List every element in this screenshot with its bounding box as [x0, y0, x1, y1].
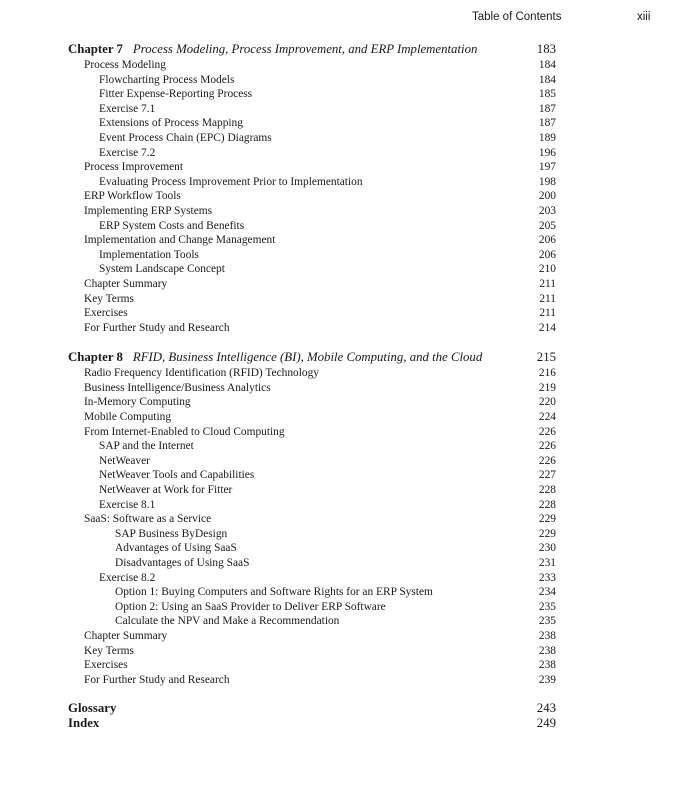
toc-entry-page: 211 [539, 277, 556, 290]
toc-entry-page: 238 [538, 659, 556, 672]
toc-entry-title: Exercise 8.2 [99, 571, 156, 584]
toc-entry-page: 197 [538, 161, 556, 174]
toc-entry-page: 184 [538, 59, 556, 71]
toc-entry-title: NetWeaver Tools and Capabilities [99, 469, 255, 482]
toc-entry-page: 235 [538, 615, 556, 628]
toc-entry-title: NetWeaver [99, 454, 150, 467]
toc-entry-page: 200 [538, 190, 556, 203]
toc-entry-page: 226 [538, 440, 556, 453]
toc-entry-title: Event Process Chain (EPC) Diagrams [99, 131, 272, 144]
toc-entry[interactable] [68, 160, 556, 175]
toc-entry[interactable] [68, 644, 556, 659]
toc-entry-page: 211 [539, 307, 556, 320]
toc-entry[interactable] [68, 673, 556, 688]
toc-entry-page: 203 [538, 204, 556, 217]
toc-entry-page: 211 [539, 292, 556, 305]
back-matter-title: Glossary [68, 701, 117, 716]
toc-entry-page: 185 [538, 88, 556, 101]
toc-entry-title: SAP Business ByDesign [115, 527, 228, 540]
toc-entry[interactable] [68, 425, 556, 440]
toc-entry-page: 219 [538, 381, 556, 394]
running-head-page-number: xiii [637, 11, 651, 23]
back-matter-entry[interactable] [68, 716, 556, 731]
toc-entry[interactable] [68, 292, 556, 307]
toc-entry-page: 228 [538, 484, 556, 497]
toc-entry[interactable] [68, 541, 556, 556]
toc-entry[interactable] [68, 585, 556, 600]
toc-entry-page: 234 [538, 586, 556, 599]
toc-entry-title: In-Memory Computing [84, 396, 191, 409]
toc-entry-page: 214 [538, 321, 556, 334]
toc-entry[interactable] [68, 556, 556, 571]
toc-entry-title: Option 1: Buying Computers and Software Rights for an ERP System [115, 586, 433, 599]
toc-entry[interactable] [68, 468, 556, 483]
toc-entry-page: 230 [538, 542, 556, 555]
toc-entry-title: Chapter Summary [84, 629, 168, 642]
toc-entry-title: Exercise 8.1 [99, 498, 156, 511]
toc-entry[interactable] [68, 658, 556, 673]
toc-entry-title: Key Terms [84, 644, 134, 657]
toc-entry[interactable] [68, 233, 556, 248]
toc-entry-title: Calculate the NPV and Make a Recommendation [115, 615, 340, 628]
toc-entry-title: Extensions of Process Mapping [99, 117, 243, 130]
chapter-title: RFID, Business Intelligence (BI), Mobile Computing, and the Cloud [132, 350, 483, 365]
toc-entry-title: System Landscape Concept [99, 263, 225, 276]
toc-entry-title: Implementation Tools [99, 248, 199, 261]
chapter-title: Process Modeling, Process Improvement, and ERP Implementation [132, 42, 478, 56]
toc-entry-page: 235 [538, 600, 556, 613]
toc-entry[interactable] [68, 306, 556, 321]
toc-entry[interactable] [68, 116, 556, 131]
toc-entry[interactable] [68, 73, 556, 88]
toc-entry[interactable] [68, 381, 556, 396]
toc-entry-page: 196 [538, 146, 556, 159]
toc-entry[interactable] [68, 454, 556, 469]
toc-entry[interactable] [68, 87, 556, 102]
back-matter-entry[interactable] [68, 701, 556, 716]
toc-entry-page: 224 [538, 411, 556, 424]
toc-entry-title: Implementation and Change Management [84, 234, 276, 247]
toc-entry[interactable] [68, 146, 556, 161]
toc-entry[interactable] [68, 58, 556, 73]
toc-entry-page: 233 [538, 571, 556, 584]
toc-entry[interactable] [68, 175, 556, 190]
toc-entry-page: 189 [538, 131, 556, 144]
toc-entry-title: For Further Study and Research [84, 673, 230, 686]
toc-entry-page: 231 [538, 557, 556, 569]
toc-entry-title: For Further Study and Research [84, 321, 230, 334]
toc-entry-title: Option 2: Using an SaaS Provider to Deliver ERP Software [115, 600, 386, 613]
toc-entry-title: Mobile Computing [84, 411, 172, 424]
chapter-label: Chapter 7 [68, 42, 123, 56]
running-head-title: Table of Contents [472, 11, 562, 23]
toc-entry-page: 238 [538, 629, 556, 642]
toc-entry-page: 239 [538, 673, 556, 686]
toc-entry[interactable] [68, 410, 556, 425]
toc-entry-title: Process Improvement [84, 161, 184, 174]
toc-entry[interactable] [68, 439, 556, 454]
toc-entry-page: 198 [538, 175, 556, 188]
toc-entry[interactable] [68, 277, 556, 292]
toc-entry-title: ERP Workflow Tools [84, 190, 181, 203]
table-of-contents [68, 41, 556, 731]
toc-entry-page: 227 [538, 469, 556, 482]
chapter-page-number: 183 [536, 42, 556, 56]
toc-entry[interactable] [68, 498, 556, 513]
toc-entry-page: 210 [538, 263, 556, 276]
toc-entry[interactable] [68, 512, 556, 527]
toc-entry[interactable] [68, 366, 556, 381]
toc-entry-page: 205 [538, 219, 556, 232]
toc-entry-page: 238 [538, 644, 556, 657]
toc-entry[interactable] [68, 571, 556, 586]
chapter-heading[interactable] [68, 41, 556, 58]
toc-entry[interactable] [68, 102, 556, 117]
back-matter-page: 249 [536, 716, 556, 731]
toc-entry-title: SaaS: Software as a Service [84, 513, 212, 526]
toc-entry-page: 220 [538, 396, 556, 409]
toc-entry[interactable] [68, 204, 556, 219]
chapter-label: Chapter 8 [68, 350, 123, 365]
chapter-heading[interactable] [68, 349, 556, 366]
toc-entry-title: Evaluating Process Improvement Prior to Implementation [99, 175, 363, 188]
toc-entry[interactable] [68, 395, 556, 410]
toc-entry-title: Flowcharting Process Models [99, 73, 235, 86]
toc-entry[interactable] [68, 483, 556, 498]
toc-entry-page: 206 [538, 234, 556, 247]
toc-entry-title: From Internet-Enabled to Cloud Computing [84, 425, 285, 438]
back-matter-title: Index [68, 716, 100, 731]
toc-entry-page: 229 [538, 527, 556, 540]
toc-entry-title: Chapter Summary [84, 277, 168, 290]
back-matter-page: 243 [536, 701, 556, 716]
toc-entry[interactable] [68, 189, 556, 204]
toc-entry[interactable] [68, 614, 556, 629]
toc-entry[interactable] [68, 600, 556, 615]
toc-entry-title: Process Modeling [84, 59, 166, 71]
toc-entry-title: SAP and the Internet [99, 440, 194, 453]
toc-entry[interactable] [68, 131, 556, 146]
toc-entry-title: Exercises [84, 659, 128, 672]
toc-entry-page: 228 [538, 498, 556, 511]
toc-entry-title: ERP System Costs and Benefits [99, 219, 245, 232]
toc-entry-page: 187 [538, 102, 556, 115]
toc-entry[interactable] [68, 219, 556, 234]
toc-entry-title: Fitter Expense-Reporting Process [99, 88, 253, 101]
chapter-page-number: 215 [536, 350, 556, 365]
toc-entry[interactable] [68, 248, 556, 263]
toc-entry-page: 226 [538, 454, 556, 467]
toc-entry-title: Disadvantages of Using SaaS [115, 557, 250, 569]
toc-entry-title: Implementing ERP Systems [84, 204, 213, 217]
toc-entry[interactable] [68, 262, 556, 277]
toc-entry-title: Key Terms [84, 292, 134, 305]
toc-entry-title: Exercise 7.1 [99, 102, 156, 115]
toc-entry-page: 206 [538, 248, 556, 261]
toc-entry[interactable] [68, 527, 556, 542]
toc-entry-title: Business Intelligence/Business Analytics [84, 381, 271, 394]
toc-entry-title: Radio Frequency Identification (RFID) Technology [84, 367, 319, 380]
toc-entry[interactable] [68, 321, 556, 336]
toc-entry-page: 226 [538, 425, 556, 438]
toc-entry-page: 216 [538, 367, 556, 380]
running-head [0, 11, 673, 27]
toc-entry-title: Exercises [84, 307, 128, 320]
toc-entry-title: NetWeaver at Work for Fitter [99, 484, 233, 497]
toc-entry[interactable] [68, 629, 556, 644]
toc-entry-page: 187 [538, 117, 556, 130]
toc-entry-page: 229 [538, 513, 556, 526]
toc-entry-title: Advantages of Using SaaS [115, 542, 237, 555]
toc-entry-title: Exercise 7.2 [99, 146, 156, 159]
toc-entry-page: 184 [538, 73, 556, 86]
